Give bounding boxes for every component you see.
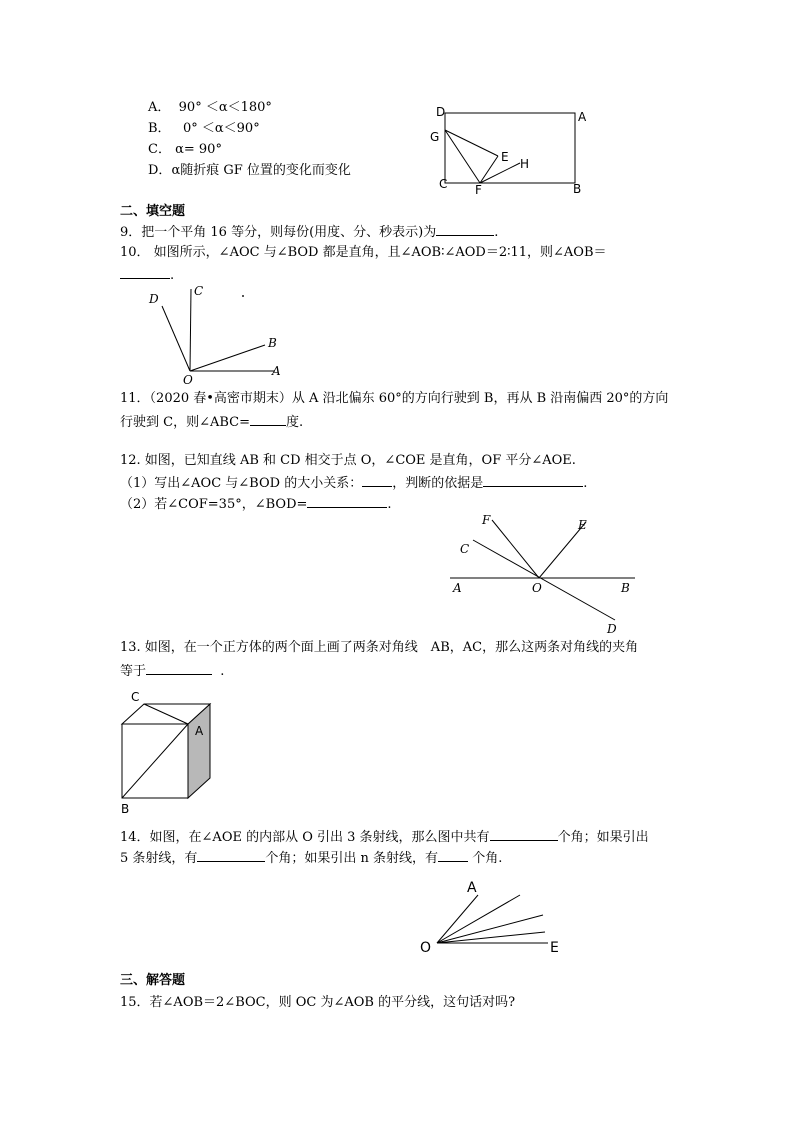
option-a: A． 90° ＜α＜180° bbox=[148, 100, 272, 115]
question-14-line1: 14．如图，在∠AOE 的内部从 O 引出 3 条射线，那么图中共有 个角；如果引出 bbox=[120, 830, 649, 845]
label-C: C bbox=[194, 284, 204, 298]
option-c: C． α= 90° bbox=[148, 142, 222, 157]
label-E: E bbox=[578, 518, 587, 532]
question-11-line1: 11．（2020 春•高密市期末）从 A 沿北偏东 60°的方向行驶到 B，再从 B 沿南偏西 20°的方向 bbox=[120, 391, 669, 406]
label-E: E bbox=[501, 150, 509, 164]
label-C: C bbox=[131, 690, 140, 704]
section-3-title: 三、解答题 bbox=[120, 973, 186, 988]
label-C: C bbox=[439, 177, 448, 191]
option-d: D．α随折痕 GF 位置的变化而变化 bbox=[148, 163, 351, 178]
label-A: A bbox=[467, 880, 477, 896]
label-C: C bbox=[460, 542, 470, 556]
label-B: B bbox=[268, 336, 277, 350]
label-G: G bbox=[430, 130, 440, 144]
label-B: B bbox=[621, 581, 630, 595]
label-B: B bbox=[573, 182, 582, 196]
option-b: B． 0° ＜α＜90° bbox=[148, 121, 260, 136]
label-O: O bbox=[183, 373, 193, 387]
section-2-title: 二、填空题 bbox=[120, 204, 186, 219]
label-O: O bbox=[420, 940, 432, 956]
question-10-line1: 10． 如图所示，∠AOC 与∠BOD 都是直角，且∠AOB∶∠AOD＝2∶11，则∠AOB＝ bbox=[120, 245, 607, 260]
question-12-part2: （2）若∠COF=35°，∠BOD= . bbox=[120, 497, 392, 512]
label-D: D bbox=[436, 105, 446, 119]
question-13-line1: 13. 如图，在一个正方体的两个面上画了两条对角线 AB，AC，那么这两条对角线的夹角 bbox=[120, 640, 639, 655]
label-D: D bbox=[607, 622, 617, 636]
label-F: F bbox=[475, 183, 482, 197]
question-14-line2: 5 条射线，有 个角；如果引出 n 条射线，有 个角. bbox=[120, 851, 503, 866]
label-A: A bbox=[272, 364, 281, 378]
question-15: 15．若∠AOB＝2∠BOC，则 OC 为∠AOB 的平分线，这句话对吗? bbox=[120, 995, 516, 1010]
label-D: D bbox=[149, 292, 159, 306]
question-9: 9．把一个平角 16 等分，则每份(用度、分、秒表示)为 . bbox=[120, 225, 499, 240]
label-A: A bbox=[578, 110, 587, 124]
question-12-stem: 12. 如图，已知直线 AB 和 CD 相交于点 O，∠COE 是直角，OF 平分∠AOE. bbox=[120, 453, 576, 468]
label-A: A bbox=[453, 581, 462, 595]
label-A: A bbox=[195, 724, 204, 738]
question-12-part1: （1）写出∠AOC 与∠BOD 的大小关系： ，判断的依据是 . bbox=[120, 476, 588, 491]
question-11-line2: 行驶到 C，则∠ABC= 度. bbox=[120, 415, 304, 430]
question-10-line2: . bbox=[120, 266, 174, 284]
question-13-line2: 等于 . bbox=[120, 664, 225, 679]
label-E: E bbox=[550, 940, 559, 956]
label-O: O bbox=[532, 581, 542, 595]
label-H: H bbox=[520, 157, 530, 171]
label-B: B bbox=[121, 802, 130, 816]
label-F: F bbox=[482, 513, 491, 527]
